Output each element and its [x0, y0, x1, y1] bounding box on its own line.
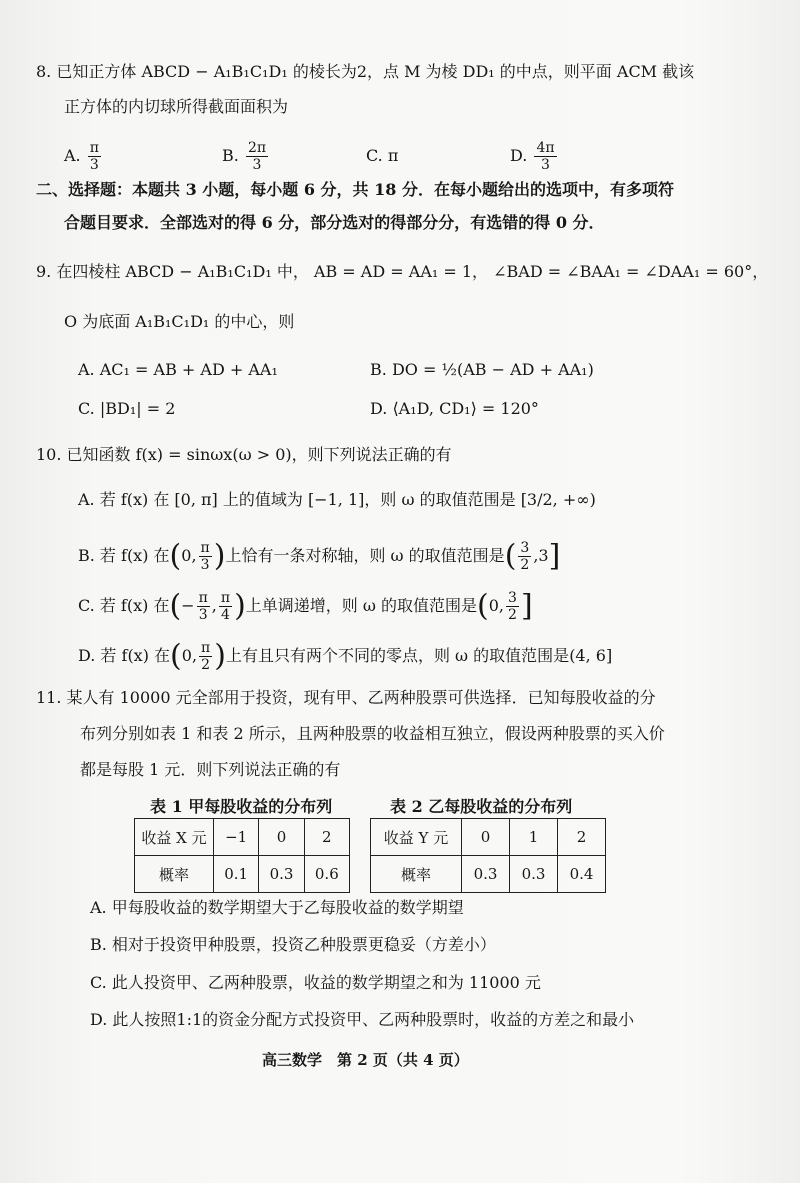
- q10-option-c-pre: C. 若 f(x) 在: [78, 596, 170, 615]
- q10-option-d-range: (4, 6]: [569, 646, 613, 665]
- q10-line1: 10. 已知函数 f(x) = sinωx(ω > 0)，则下列说法正确的有: [36, 445, 452, 464]
- section2-line1: 二、选择题：本题共 3 小题，每小题 6 分，共 18 分．在每小题给出的选项中，有多项符: [36, 180, 674, 199]
- q10-option-c-mid: 上单调递增，则 ω 的取值范围是: [245, 596, 478, 615]
- table-cell: 2: [558, 819, 606, 856]
- table-cell: −1: [214, 819, 259, 856]
- q10-option-a-text: A. 若 f(x) 在 [0, π] 上的值域为 [−1, 1]，则 ω 的取值范围是: [78, 490, 516, 509]
- q8-option-a: [64, 140, 103, 173]
- q9-option-c-label: C.: [78, 399, 95, 418]
- q9-option-d-label: D.: [370, 399, 388, 418]
- q9-option-b-label: B.: [370, 360, 387, 379]
- q8-option-d-den: 3: [541, 157, 550, 173]
- q9-line1: 9. 在四棱柱 ABCD − A₁B₁C₁D₁ 中， AB = AD = AA₁ = 1， ∠BAD = ∠BAA₁ = ∠DAA₁ = 60°，: [36, 262, 769, 281]
- table-cell: 0.3: [259, 856, 304, 893]
- table1-caption: 表 1 甲每股收益的分布列: [150, 797, 333, 816]
- q9-option-a: [78, 360, 278, 380]
- q8-option-d-label: D.: [510, 146, 528, 165]
- table-cell: 0.4: [558, 856, 606, 893]
- table-cell: 收益 X 元: [135, 819, 214, 856]
- q11-line1: 11. 某人有 10000 元全部用于投资，现有甲、乙两种股票可供选择．已知每股收益的分: [36, 688, 656, 707]
- q8-option-d-num: 4π: [536, 140, 555, 156]
- q9-option-c: [78, 399, 175, 419]
- table-row: [371, 819, 606, 856]
- table-cell: 0.1: [214, 856, 259, 893]
- q10-option-d-pre: D. 若 f(x) 在: [78, 646, 171, 665]
- table-row: [135, 856, 350, 893]
- q8-option-a-den: 3: [89, 157, 99, 173]
- q8-line2: 正方体的内切球所得截面面积为: [64, 97, 289, 116]
- table2-caption: 表 2 乙每股收益的分布列: [390, 797, 573, 816]
- table1: [134, 818, 350, 893]
- q8-option-a-num: π: [89, 140, 99, 156]
- table-cell: 0.3: [462, 856, 510, 893]
- q11-line3: 都是每股 1 元．则下列说法正确的有: [80, 760, 341, 779]
- table-row: [371, 856, 606, 893]
- table-row: [135, 819, 350, 856]
- q8-option-c-text: π: [387, 146, 399, 165]
- q10-option-d: D. 若 f(x) 在(0, $\frac{\pi}{2}$ )上有且只有两个不同的零点，则 ω 的取值范围是(4, 6]: [78, 638, 613, 674]
- q10-option-b-mid: 上恰有一条对称轴，则 ω 的取值范围是: [225, 546, 505, 565]
- q11-option-a: A. 甲每股收益的数学期望大于乙每股收益的数学期望: [90, 898, 464, 917]
- q9-line2: O 为底面 A₁B₁C₁D₁ 的中心，则: [64, 312, 295, 331]
- table-cell: 收益 Y 元: [371, 819, 462, 856]
- q10-option-a: [78, 490, 596, 510]
- q8-option-b: [222, 140, 270, 173]
- table-cell: 0.3: [510, 856, 558, 893]
- q8-line1: 8. 已知正方体 ABCD − A₁B₁C₁D₁ 的棱长为2，点 M 为棱 DD₁ 的中点，则平面 ACM 截该: [36, 62, 695, 81]
- q10-option-b: B. 若 f(x) 在(0, $\frac{\pi}{3}$ )上恰有一条对称轴，则 ω 的取值范围是( $\frac{3}{2}$ ,3]: [78, 538, 561, 574]
- q8-option-a-label: A.: [64, 146, 81, 165]
- table-cell: 概率: [135, 856, 214, 893]
- table-cell: 1: [510, 819, 558, 856]
- q10-option-d-mid: 上有且只有两个不同的零点，则 ω 的取值范围是: [225, 646, 570, 665]
- q11-option-c: C. 此人投资甲、乙两种股票，收益的数学期望之和为 11000 元: [90, 973, 541, 992]
- q10-option-b-pre: B. 若 f(x) 在: [78, 546, 170, 565]
- section2-line2: 合题目要求．全部选对的得 6 分，部分选对的得部分分，有选错的得 0 分．: [64, 213, 605, 232]
- q8-option-b-label: B.: [222, 146, 239, 165]
- q11-option-d: D. 此人按照1:1的资金分配方式投资甲、乙两种股票时，收益的方差之和最小: [90, 1010, 635, 1029]
- q9-option-c-text: |BD₁| = 2: [99, 399, 176, 418]
- q9-option-a-label: A.: [78, 360, 95, 379]
- page-footer: 高三数学 第 2 页（共 4 页）: [262, 1051, 469, 1069]
- q9-option-b: [370, 360, 594, 380]
- q11-line2: 布列分别如表 1 和表 2 所示，且两种股票的收益相互独立，假设两种股票的买入价: [80, 724, 665, 743]
- q8-option-b-num: 2π: [247, 140, 267, 156]
- q8-option-c-label: C.: [366, 146, 383, 165]
- q8-option-d: [510, 140, 559, 173]
- table2: [370, 818, 606, 893]
- q9-option-b-text: DO = ½(AB − AD + AA₁): [391, 360, 594, 379]
- q10-option-a-range: [3/2, +∞): [520, 490, 596, 509]
- q8-option-c: [366, 146, 398, 166]
- q9-option-a-text: AC₁ = AB + AD + AA₁: [99, 360, 278, 379]
- table-cell: 0: [259, 819, 304, 856]
- q11-option-b: B. 相对于投资甲种股票，投资乙种股票更稳妥（方差小）: [90, 935, 496, 954]
- q9-option-d-text: ⟨A₁D, CD₁⟩ = 120°: [392, 399, 539, 418]
- q8-option-b-den: 3: [252, 157, 262, 173]
- table-cell: 2: [304, 819, 349, 856]
- table-cell: 0.6: [304, 856, 349, 893]
- table-cell: 概率: [371, 856, 462, 893]
- table-cell: 0: [462, 819, 510, 856]
- q10-option-c: C. 若 f(x) 在(− $\frac{\pi}{3}$ , $\frac{\pi}{4}$ )上单调递增，则 ω 的取值范围是(0, $\frac{3}{2}$ ]: [78, 588, 533, 624]
- q9-option-d: [370, 399, 539, 419]
